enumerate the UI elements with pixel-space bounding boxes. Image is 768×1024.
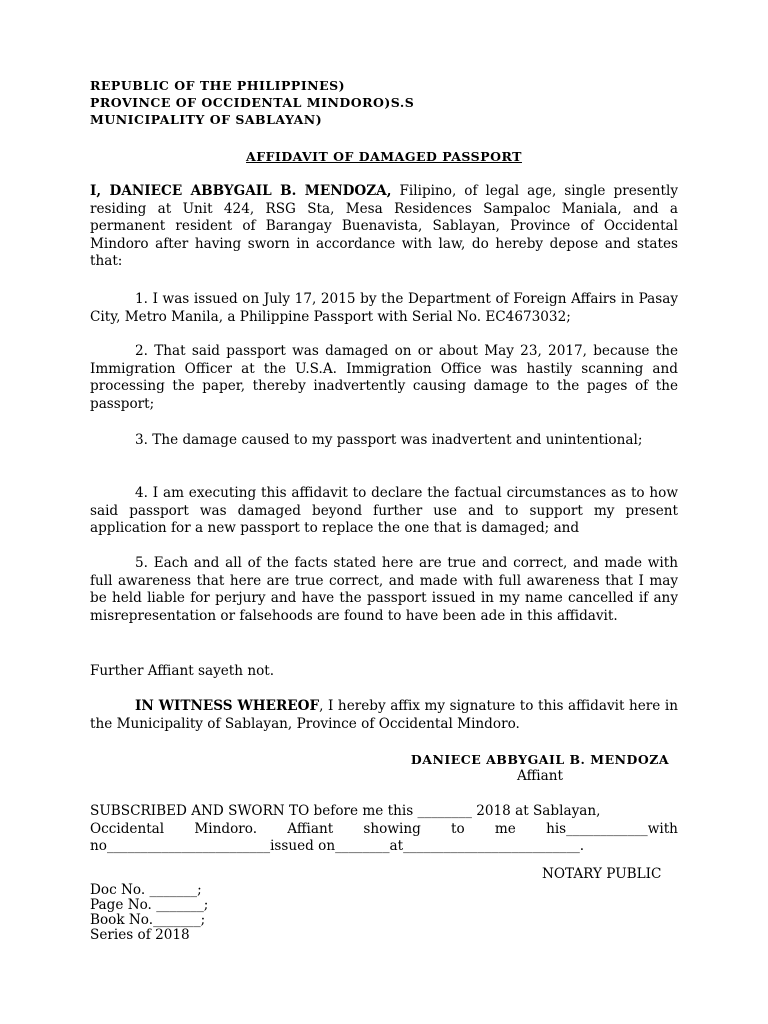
page-number: Page No. _______; bbox=[90, 897, 209, 913]
notarial-docket bbox=[90, 883, 208, 943]
affiant-role: Affiant bbox=[517, 768, 563, 784]
paragraph-item-3: 3. The damage caused to my passport was inadvertent and unintentional; bbox=[135, 432, 643, 448]
jurat-word: showing bbox=[363, 820, 421, 837]
jurat-word: Occidental bbox=[90, 820, 165, 837]
document-title: AFFIDAVIT OF DAMAGED PASSPORT bbox=[246, 149, 522, 164]
affiant-signature-block bbox=[380, 751, 700, 785]
jurat-line-1 bbox=[90, 803, 678, 821]
book-number: Book No._______; bbox=[90, 912, 206, 928]
jurat-word: his____________with bbox=[546, 820, 678, 837]
doc-number: Doc No. _______; bbox=[90, 882, 202, 898]
jurat-line-2 bbox=[90, 821, 678, 839]
jurat-word: to bbox=[451, 820, 465, 837]
jurat-line-3: no________________________issued on________at__________________________. bbox=[90, 838, 585, 854]
jurat-word: Affiant bbox=[287, 820, 334, 837]
header-line-municipality: MUNICIPALITY OF SABLAYAN) bbox=[90, 112, 323, 127]
witness-text: , I hereby affix my signature to this affidavit here in the Municipality of Sablayan, Province of Occidental Mindoro. bbox=[90, 698, 678, 732]
intro-paragraph bbox=[90, 183, 678, 271]
paragraph-item-4: 4. I am executing this affidavit to declare the factual circumstances as to how said passport was damaged beyond further use and to support my present application for a new passport to replace the one that is damaged; and bbox=[90, 485, 678, 536]
paragraph-item-2: 2. That said passport was damaged on or about May 23, 2017, because the Immigration Officer at the U.S.A. Immigration Office was hastily scanning and processing the paper, thereby inadvertently causing damage to the pages of the passport; bbox=[90, 343, 678, 412]
notary-public-label: NOTARY PUBLIC bbox=[542, 866, 662, 882]
witness-paragraph bbox=[90, 698, 678, 733]
further-affiant-line: Further Affiant sayeth not. bbox=[90, 663, 275, 679]
intro-text: Filipino, of legal age, single presently residing at Unit 424, RSG Sta, Mesa Residences Sampaloc Maniala, and a permanent resident of Barangay Buenavista, Sablayan, Province of Occidental Mindoro after having sworn in accordance with law, do hereby depose and states that: bbox=[90, 183, 678, 269]
paragraph-item-5: 5. Each and all of the facts stated here are true and correct, and made with full awareness that here are true correct, and made with full awareness that I may be held liable for perjury and have the passport issued in my name cancelled if any misrepresentation or falsehoods are found to have been ade in this affidavit. bbox=[90, 555, 678, 624]
affiant-name-intro: I, DANIECE ABBYGAIL B. MENDOZA, bbox=[90, 183, 392, 199]
jurat-word: me bbox=[494, 820, 516, 837]
series-year: Series of 2018 bbox=[90, 927, 190, 943]
paragraph-item-1: 1. I was issued on July 17, 2015 by the Department of Foreign Affairs in Pasay City, Metro Manila, a Philippine Passport with Serial No. EC4673032; bbox=[90, 291, 678, 325]
witness-lead: IN WITNESS WHEREOF bbox=[135, 698, 320, 714]
jurat-word: Mindoro. bbox=[194, 820, 258, 837]
jurat-line-1-text: SUBSCRIBED AND SWORN TO before me this ________ 2018 at Sablayan, bbox=[90, 803, 601, 819]
header-line-province: PROVINCE OF OCCIDENTAL MINDORO)S.S bbox=[90, 95, 415, 110]
venue-header bbox=[90, 77, 414, 128]
header-line-republic: REPUBLIC OF THE PHILIPPINES) bbox=[90, 78, 346, 93]
jurat-block bbox=[90, 803, 678, 856]
affiant-name: DANIECE ABBYGAIL B. MENDOZA bbox=[410, 752, 670, 767]
